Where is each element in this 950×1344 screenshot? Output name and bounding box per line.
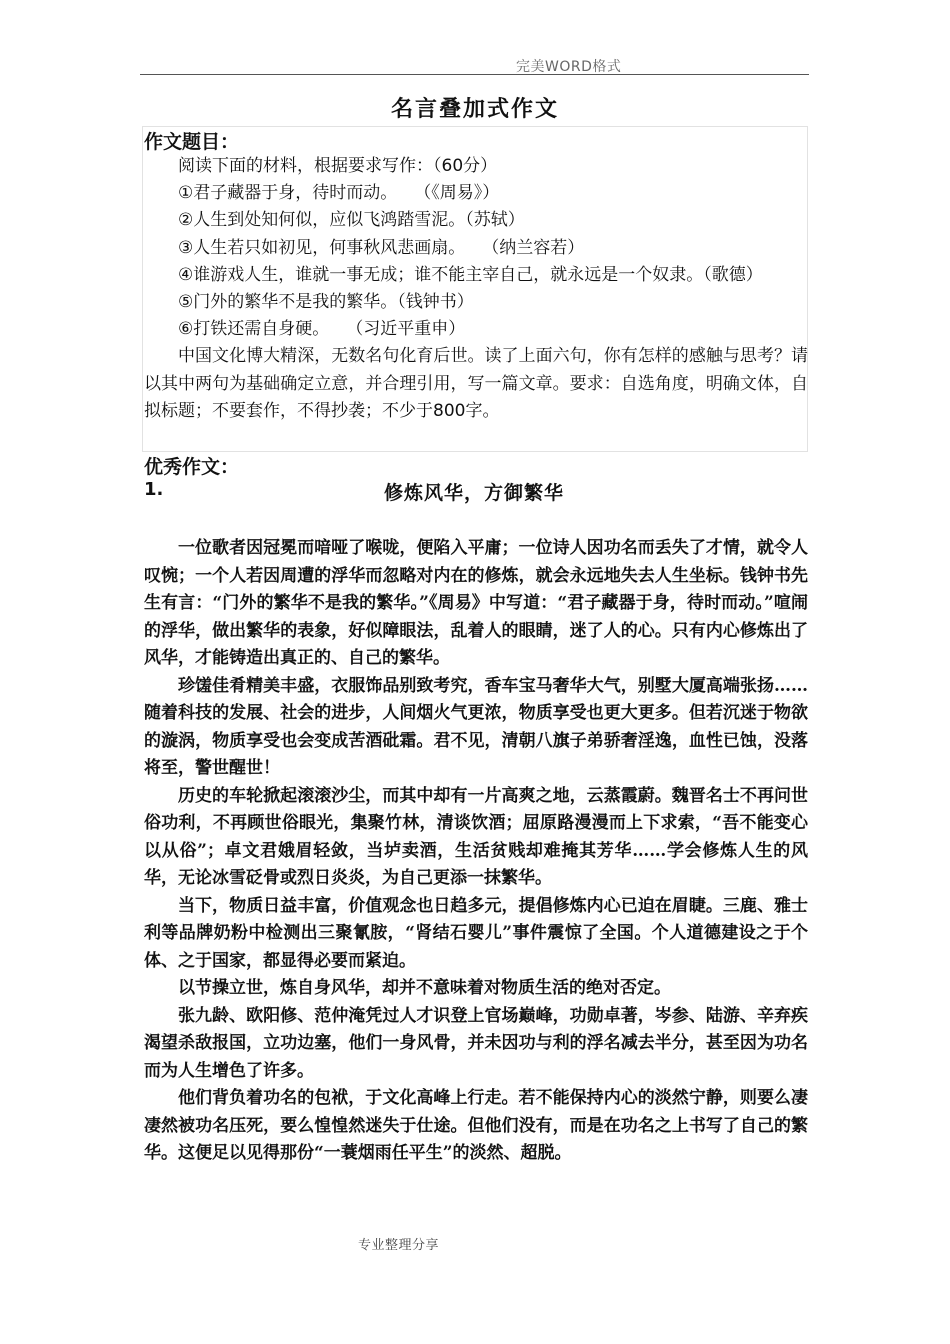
page-header: 完美WORD格式 bbox=[516, 59, 622, 75]
quote-item: ⑤门外的繁华不是我的繁华。（钱钟书） bbox=[178, 292, 474, 313]
essay-paragraph: 他们背负着功名的包袱，于文化高峰上行走。若不能保持内心的淡然宁静，则要么凄凄然被功名压死，要么惶惶然迷失于仕途。但他们没有，而是在功名之上书写了自己的繁华。这便足以见得那份“一蓑烟雨任平生”的淡然、超脱。 bbox=[144, 1088, 808, 1163]
quote-item: ②人生到处知何似，应似飞鸿踏雪泥。（苏轼） bbox=[178, 210, 525, 231]
task-heading: 作文题目： bbox=[144, 131, 240, 153]
quote-item: ①君子藏器于身，待时而动。 （《周易》） bbox=[178, 183, 500, 204]
prompt-block bbox=[144, 153, 808, 425]
essay-paragraph: 以节操立世，炼自身风华，却并不意味着对物质生活的绝对否定。 bbox=[178, 978, 671, 998]
quote-item: ④谁游戏人生，谁就一事无成；谁不能主宰自己，就永远是一个奴隶。（歌德） bbox=[178, 264, 763, 285]
essay-number: 1. bbox=[144, 479, 164, 500]
quote-item: ⑥打铁还需自身硬。 （习近平重申） bbox=[178, 319, 466, 340]
essay-paragraph: 珍馐佳肴精美丰盛，衣服饰品别致考究，香车宝马奢华大气，别墅大厦高端张扬……随着科技的发展、社会的进步，人间烟火气更浓，物质享受也更大更多。但若沉迷于物欲的漩涡，物质享受也会变成苦酒砒霜。君不见，清朝八旗子弟骄奢淫逸，血性已蚀，没落将至，警世醒世！ bbox=[144, 675, 808, 778]
prompt-intro: 阅读下面的材料，根据要求写作：（60分） bbox=[178, 156, 498, 176]
essay-paragraph: 当下，物质日益丰富，价值观念也日趋多元，提倡修炼内心已迫在眉睫。三鹿、雅士利等品牌奶粉中检测出三聚氰胺，“肾结石婴儿”事件震惊了全国。个人道德建设之于个体、之于国家，都显得必要而紧迫。 bbox=[144, 895, 808, 971]
quote-item: ③人生若只如初见，何事秋风悲画扇。 （纳兰容若） bbox=[178, 237, 585, 258]
header-divider bbox=[140, 74, 809, 75]
essay-title: 修炼风华，方御繁华 bbox=[384, 482, 565, 504]
essay-paragraph: 张九龄、欧阳修、范仲淹凭过人才识登上官场巅峰，功勋卓著，岑参、陆游、辛弃疾渴望杀敌报国，立功边塞，他们一身风骨，并未因功与利的浮名减去半分，甚至因为功名而为人生增色了许多。 bbox=[144, 1005, 808, 1081]
essay-paragraph: 历史的车轮掀起滚滚沙尘，而其中却有一片高爽之地，云蒸霞蔚。魏晋名士不再问世俗功利，不再顾世俗眼光，集聚竹林，清谈饮酒；屈原路漫漫而上下求索，“吾不能变心以从俗”；卓文君娥眉轻敛，当垆卖酒，生活贫贱却难掩其芳华……学会修炼人生的风华，无论冰雪砭骨或烈日炎炎，为自己更添一抹繁华。 bbox=[144, 785, 808, 888]
document-title: 名言叠加式作文 bbox=[390, 96, 559, 122]
essay-body bbox=[144, 535, 808, 1168]
prompt-requirement: 中国文化博大精深，无数名句化育后世。读了上面六句，你有怎样的感触与思考？请以其中两句为基础确定立意，并合理引用，写一篇文章。要求：自选角度，明确文体，自拟标题；不要套作，不得抄袭；不少于800字。 bbox=[144, 346, 808, 421]
essay-paragraph: 一位歌者因冠冕而喑哑了喉咙，便陷入平庸；一位诗人因功名而丢失了才情，就令人叹惋；一个人若因周遭的浮华而忽略对内在的修炼，就会永远地失去人生坐标。钱钟书先生有言：“门外的繁华不是我的繁华。”《周易》中写道：“君子藏器于身，待时而动。”喧闹的浮华，做出繁华的表象，好似障眼法，乱着人的眼睛，迷了人的心。只有内心修炼出了风华，才能铸造出真正的、自己的繁华。 bbox=[144, 538, 808, 668]
page-footer: 专业整理分享 bbox=[358, 1238, 440, 1253]
excellent-heading: 优秀作文： bbox=[144, 456, 240, 478]
